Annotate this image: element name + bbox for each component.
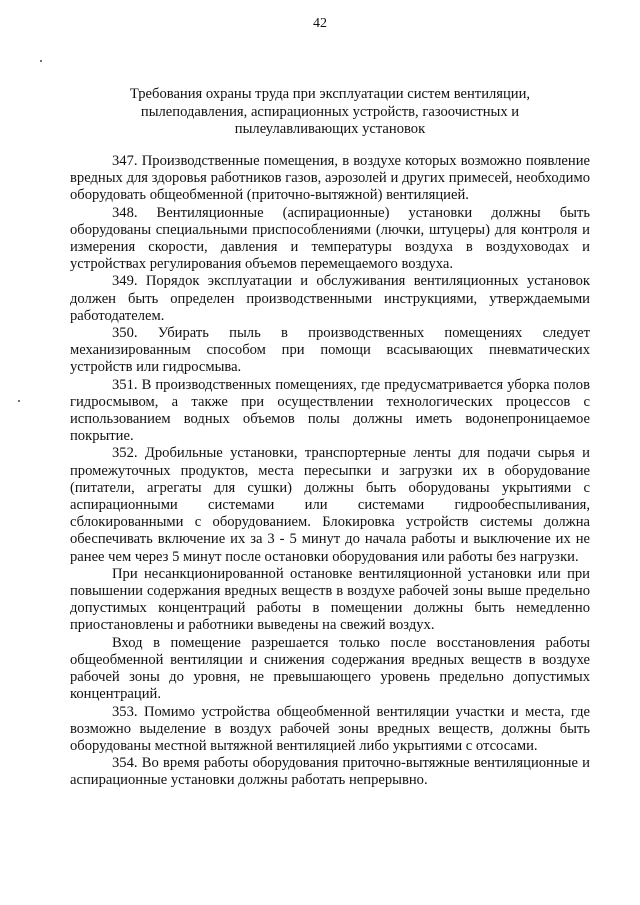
section-title-line: Требования охраны труда при эксплуатации систем вентиляции,	[129, 86, 531, 102]
paragraph-348: 348. Вентиляционные (аспирационные) установки должны быть оборудованы специальными приспособлениями (лючки, штуцеры) для контроля и измерения скорости, давления и температуры воздуха в воздуховодах и устройствах регулирования объемов перемещаемого воздуха.	[70, 204, 590, 273]
paragraph-347: 347. Производственные помещения, в воздухе которых возможно появление вредных для здоровья работников газов, аэрозолей и других примесей, необходимо оборудовать общеобменной (приточно-вытяжной) вентиляцией.	[70, 153, 590, 204]
paragraph-352-entry: Вход в помещение разрешается только после восстановления работы общеобменной вентиляции и снижения содержания вредных веществ в воздухе рабочей зоны до уровня, не превышающего уровень предельно допустимых концентраций.	[70, 634, 590, 703]
paragraph-349: 349. Порядок эксплуатации и обслуживания вентиляционных установок должен быть определен производственными инструкциями, утверждаемыми работодателем.	[70, 273, 590, 324]
document-body	[70, 153, 590, 790]
paragraph-350: 350. Убирать пыль в производственных помещениях следует механизированным способом при помощи всасывающих пневматических устройств или гидросмыва.	[70, 325, 590, 376]
paragraph-352: 352. Дробильные установки, транспортерные ленты для подачи сырья и промежуточных продуктов, места пересыпки и загрузки их в оборудование (питатели, агрегаты для сушки) должны быть оборудованы укрытиями с аспирационными системами или системами гидрообеспыливания, сблокированными с оборудованием. Блокировка устройств системы должна обеспечивать включение их за 3 - 5 минут до начала работы и выключение их не ранее чем через 5 минут после остановки оборудования или работы без нагрузки.	[70, 445, 590, 565]
paragraph-353: 353. Помимо устройства общеобменной вентиляции участки и места, где возможно выделение в воздух рабочей зоны вредных веществ, должны быть оборудованы местной вытяжной вентиляцией либо укрытиями с отсосами.	[70, 703, 590, 754]
section-title	[90, 86, 570, 139]
paragraph-352-stop: При несанкционированной остановке вентиляционной установки или при повышении содержания вредных веществ в воздухе рабочей зоны выше предельно допустимых концентраций работы в помещении должны быть немедленно приостановлены и работники выведены на свежий воздух.	[70, 565, 590, 634]
page-number: 42	[313, 16, 327, 31]
paragraph-351: 351. В производственных помещениях, где предусматривается уборка полов гидросмывом, а также при осуществлении технологических процессов с использованием водных объемов полы должны иметь водонепроницаемое покрытие.	[70, 376, 590, 445]
paragraph-354: 354. Во время работы оборудования приточно-вытяжные вентиляционные и аспирационные установки должны работать непрерывно.	[70, 755, 590, 789]
scan-speck	[40, 60, 42, 62]
section-title-line: пылеподавления, аспирационных устройств, газоочистных и	[140, 103, 520, 120]
scan-speck	[18, 400, 20, 402]
section-title-line: пылеулавливающих установок	[234, 121, 426, 137]
